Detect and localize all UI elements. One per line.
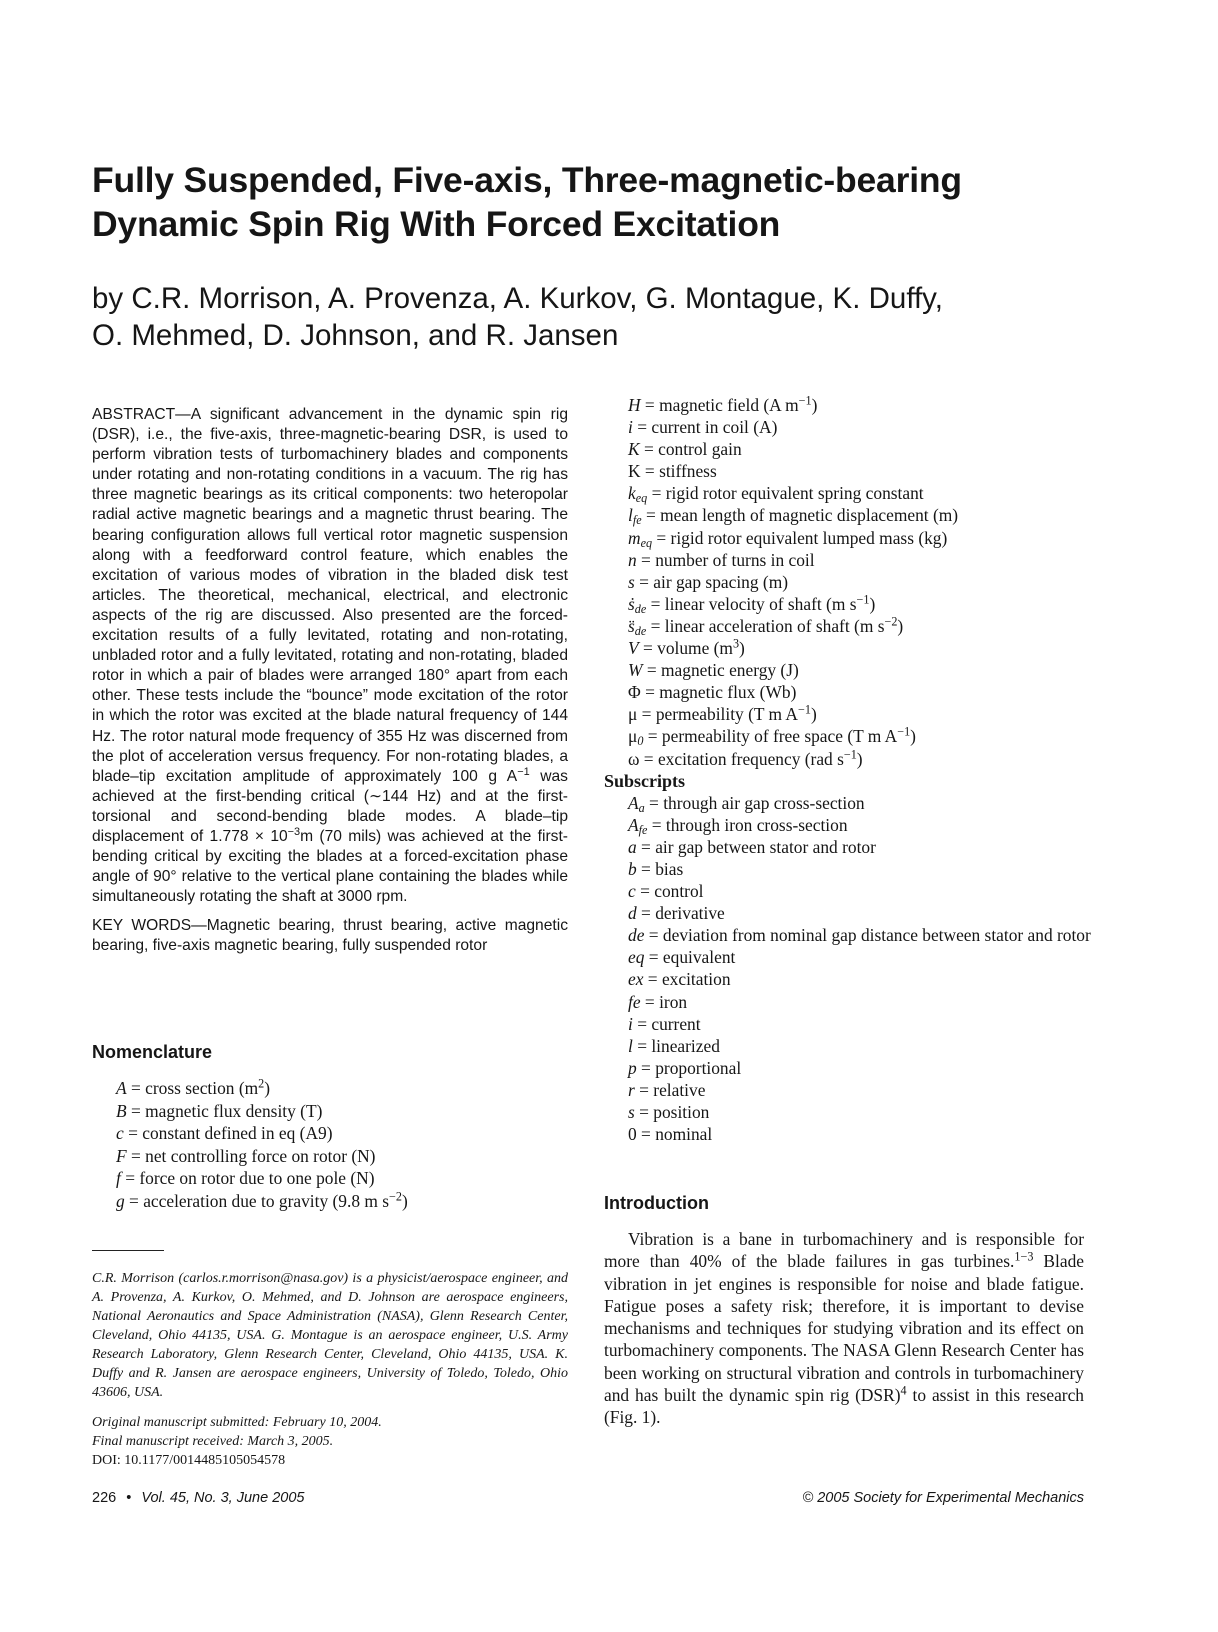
- nomenclature-entry: [604, 1079, 1094, 1101]
- entry-symbol: A: [628, 792, 639, 813]
- intro-ref-1: 1−3: [1014, 1249, 1034, 1264]
- nomenclature-entry: [628, 571, 1094, 593]
- entry-subscript: a: [638, 800, 645, 815]
- entry-definition: = permeability of free space (T m A: [643, 726, 898, 747]
- entry-definition: = air gap spacing (m): [634, 571, 789, 592]
- page-number: 226: [92, 1490, 117, 1506]
- abstract-part-1: ABSTRACT—A significant advancement in the dynamic spin rig (DSR), i.e., the five-axis, three-magnetic-bearing DSR, is used to perform vibration tests of turbomachinery blades and components under rotating and non-rotating conditions in a vacuum. The rig has three magnetic bearings as its critical components: two heteropolar radial active magnetic bearings and a magnetic thrust bearing. The bearing configuration allows full vertical rotor magnetic suspension along with a feedforward control feature, which enables the excitation of various modes of vibration in the bladed disk test articles. The theoretical, mechanical, electrical, and electronic aspects of the rig are discussed. Also presented are the forced-excitation results of a fully levitated, rotating and non-rotating, unbladed rotor and a fully levitated, rotating and non-rotating, bladed rotor in which a pair of blades were arranged 180° apart from each other. These tests include the “bounce” mode excitation of the rotor in which the rotor was excited at the blade natural frequency of 144 Hz. The rotor natural mode frequency of 355 Hz was discerned from the plot of acceleration versus frequency. For non-rotating blades, a blade–tip excitation amplitude of approximately 100 g A: [92, 406, 568, 785]
- entry-superscript: −1: [798, 702, 811, 717]
- subscripts-list: [604, 792, 1094, 1146]
- entry-definition: = position: [634, 1102, 710, 1122]
- entry-symbol: l: [628, 1035, 633, 1056]
- entry-symbol: i: [628, 417, 633, 438]
- intro-part-1: Vibration is a bane in turbomachinery and is responsible for more than 40% of the blade failures in gas turbines.: [604, 1229, 1084, 1272]
- nomenclature-list-right: [604, 394, 1094, 770]
- entry-symbol: de: [628, 925, 645, 946]
- entry-symbol: c: [116, 1123, 124, 1143]
- nomenclature-entry: [628, 438, 1094, 460]
- entry-definition: = current in coil (A): [632, 417, 778, 438]
- entry-tail: ): [810, 704, 817, 725]
- entry-symbol: b: [628, 858, 637, 879]
- entry-tail: ): [739, 638, 745, 659]
- nomenclature-entry: [116, 1145, 576, 1168]
- entry-symbol: A: [628, 814, 639, 835]
- nomenclature-entry: [604, 836, 1094, 858]
- entry-symbol: V: [628, 638, 639, 659]
- introduction-heading: Introduction: [604, 1193, 709, 1213]
- received-date: Final manuscript received: March 3, 2005.: [92, 1434, 334, 1449]
- nomenclature-column-right: [604, 394, 1094, 1145]
- entry-symbol: n: [628, 549, 637, 570]
- entry-definition: = rigid rotor equivalent spring constant: [647, 483, 924, 504]
- nomenclature-entry: [604, 1035, 1094, 1057]
- entry-symbol: i: [628, 1013, 633, 1034]
- entry-symbol: m: [628, 527, 641, 548]
- entry-symbol: H: [628, 395, 641, 415]
- nomenclature-entry: [604, 792, 1094, 814]
- abstract-exponent-2: −3: [287, 825, 301, 838]
- entry-definition: = control: [635, 881, 704, 902]
- nomenclature-entry: [604, 924, 1094, 946]
- entry-definition: = equivalent: [644, 947, 736, 968]
- entry-definition: = control gain: [639, 439, 742, 460]
- nomenclature-entry: [628, 416, 1094, 438]
- title-line-1: Fully Suspended, Five-axis, Three-magnetic-bearing: [92, 160, 962, 200]
- entry-superscript: −2: [884, 614, 898, 629]
- entry-definition: = air gap between stator and rotor: [636, 836, 876, 857]
- affiliation-note: C.R. Morrison (carlos.r.morrison@nasa.gov) is a physicist/aerospace engineer, and A. Provenza, A. Kurkov, O. Mehmed, and D. Johnson are aerospace engineers, National Aeronautics and Space Administration (NASA), Glenn Research Center, Cleveland, Ohio 44135, USA. G. Montague is an aerospace engineer, U.S. Army Research Laboratory, Glenn Research Center, Cleveland, Ohio 44135, USA. K. Duffy and R. Jansen are aerospace engineers, University of Toledo, Toledo, Ohio 43606, USA.: [92, 1271, 568, 1400]
- abstract: [92, 405, 568, 966]
- footer-bullet: •: [126, 1490, 132, 1506]
- author-footnote: [92, 1269, 568, 1481]
- nomenclature-entry: [628, 593, 1094, 615]
- entry-tail: ): [811, 395, 818, 415]
- entry-symbol: k: [628, 483, 636, 504]
- subscripts-heading: Subscripts: [604, 770, 686, 791]
- entry-symbol: g: [116, 1190, 125, 1211]
- nomenclature-entry: [604, 1013, 1094, 1035]
- nomenclature-entry: [604, 1123, 1094, 1145]
- nomenclature-entry: [116, 1077, 576, 1100]
- introduction-paragraph: [604, 1228, 1084, 1429]
- entry-symbol: f: [116, 1168, 121, 1188]
- entry-tail: ): [897, 615, 904, 636]
- nomenclature-entry: [628, 659, 1094, 681]
- nomenclature-entry: [628, 549, 1094, 571]
- entry-superscript: −1: [856, 592, 870, 607]
- entry-superscript: 3: [732, 636, 740, 651]
- entry-symbol: a: [628, 836, 637, 857]
- entry-symbol: eq: [628, 947, 645, 968]
- entry-definition: = acceleration due to gravity (9.8 m s: [124, 1190, 390, 1211]
- doi: DOI: 10.1177/0014485105054578: [92, 1453, 286, 1468]
- entry-symbol: d: [628, 903, 637, 924]
- nomenclature-entry: [628, 527, 1094, 549]
- entry-definition: = relative: [634, 1079, 706, 1100]
- abstract-part-2: was achieved at the first-bending critical (∼144 Hz) and at the first-torsional and second-bending blade modes. A blade–tip displacement of 1.778 × 10: [92, 767, 568, 845]
- entry-definition: = permeability (T m A: [637, 704, 798, 725]
- entry-definition: = rigid rotor equivalent lumped mass (kg): [652, 527, 948, 548]
- entry-symbol: Φ: [628, 682, 641, 703]
- entry-superscript: −1: [897, 724, 911, 739]
- nomenclature-entry: [604, 991, 1094, 1013]
- copyright-notice: © 2005 Society for Experimental Mechanics: [802, 1490, 1084, 1506]
- nomenclature-entry: [628, 748, 1094, 770]
- entry-tail: ): [869, 593, 876, 614]
- entry-definition: = force on rotor due to one pole (N): [120, 1168, 375, 1188]
- entry-subscript: de: [634, 601, 647, 616]
- nomenclature-entry: [604, 968, 1094, 990]
- entry-symbol: s: [628, 571, 635, 592]
- entry-tail: ): [856, 748, 863, 769]
- entry-symbol: fe: [628, 991, 641, 1012]
- nomenclature-entry: [604, 1101, 1094, 1123]
- entry-symbol: μ: [628, 726, 638, 747]
- nomenclature-heading: Nomenclature: [92, 1042, 213, 1062]
- nomenclature-list-left: [116, 1077, 576, 1212]
- entry-definition: = nominal: [636, 1124, 713, 1145]
- entry-superscript: 2: [258, 1076, 265, 1091]
- nomenclature-entry: [604, 858, 1094, 880]
- entry-symbol: 0: [628, 1124, 637, 1145]
- keywords: KEY WORDS—Magnetic bearing, thrust bearing, active magnetic bearing, five-axis magnetic bearing, fully suspended rotor: [92, 917, 568, 955]
- entry-symbol: A: [116, 1078, 127, 1098]
- entry-definition: = linear velocity of shaft (m s: [646, 593, 857, 614]
- entry-symbol: ex: [628, 969, 644, 990]
- entry-tail: ): [910, 726, 916, 747]
- entry-symbol: p: [628, 1057, 637, 1078]
- submitted-date: Original manuscript submitted: February 10, 2004.: [92, 1415, 382, 1430]
- page-footer-left: [92, 1490, 304, 1506]
- authors-line-1: by C.R. Morrison, A. Provenza, A. Kurkov, G. Montague, K. Duffy,: [92, 282, 943, 315]
- nomenclature-entry: [604, 1057, 1094, 1079]
- entry-subscript: 0: [637, 734, 644, 749]
- entry-definition: = magnetic energy (J): [642, 660, 799, 681]
- journal-volume: Vol. 45, No. 3, June 2005: [141, 1490, 305, 1506]
- entry-symbol: μ: [628, 704, 638, 725]
- entry-superscript: −1: [843, 746, 857, 761]
- intro-part-3: to assist in this research (Fig. 1).: [604, 1385, 1084, 1428]
- entry-definition: = mean length of magnetic displacement (m): [641, 505, 959, 526]
- nomenclature-entry: [628, 394, 1094, 416]
- abstract-exponent-1: −1: [517, 765, 530, 778]
- intro-part-2: Blade vibration in jet engines is responsible for noise and blade fatigue. Fatigue poses a safety risk; therefore, it is important to devise mechanisms and techniques for studying vibration and its effect on turbomachinery components. The NASA Glenn Research Center has been working on structural vibration and controls in turbomachinery and has built the dynamic spin rig (DSR): [604, 1251, 1084, 1406]
- nomenclature-entry: [604, 946, 1094, 968]
- entry-tail: ): [264, 1078, 271, 1098]
- nomenclature-entry: [116, 1190, 576, 1213]
- author-list: [92, 280, 1132, 354]
- entry-subscript: eq: [635, 491, 648, 506]
- paper-title: [92, 158, 1132, 246]
- entry-symbol: F: [116, 1145, 127, 1166]
- entry-symbol: ω: [628, 748, 640, 769]
- entry-subscript: fe: [632, 513, 642, 528]
- entry-definition: = bias: [636, 858, 684, 879]
- entry-symbol: l: [628, 505, 633, 526]
- entry-definition: = magnetic field (A m: [640, 395, 799, 415]
- entry-definition: = iron: [640, 991, 688, 1012]
- entry-subscript: fe: [638, 822, 648, 837]
- entry-symbol: ṡ: [628, 593, 635, 614]
- entry-symbol: K: [628, 461, 641, 482]
- entry-definition: = proportional: [636, 1057, 742, 1078]
- entry-definition: = magnetic flux density (T): [126, 1100, 323, 1121]
- nomenclature-entry: [628, 460, 1094, 482]
- entry-definition: = excitation frequency (rad s: [639, 748, 844, 769]
- entry-definition: = linearized: [632, 1035, 720, 1056]
- nomenclature-entry: [628, 681, 1094, 703]
- entry-symbol: K: [628, 439, 640, 460]
- entry-symbol: r: [628, 1079, 635, 1100]
- entry-definition: = current: [632, 1013, 701, 1034]
- entry-definition: = linear acceleration of shaft (m s: [646, 615, 885, 636]
- nomenclature-entry: [116, 1122, 576, 1145]
- entry-symbol: s: [628, 1102, 635, 1122]
- nomenclature-entry: [604, 880, 1094, 902]
- entry-definition: = cross section (m: [126, 1078, 259, 1098]
- nomenclature-entry: [628, 725, 1094, 747]
- nomenclature-entry: [116, 1100, 576, 1123]
- entry-subscript: de: [634, 623, 647, 638]
- entry-subscript: eq: [640, 535, 653, 550]
- nomenclature-entry: [628, 615, 1094, 637]
- entry-tail: ): [401, 1190, 408, 1211]
- footnote-divider: [92, 1250, 164, 1251]
- entry-superscript: −2: [389, 1188, 402, 1203]
- entry-definition: = excitation: [643, 969, 731, 990]
- entry-definition: = derivative: [636, 903, 725, 924]
- manuscript-dates: [92, 1413, 568, 1470]
- nomenclature-entry: [628, 637, 1094, 659]
- entry-definition: = deviation from nominal gap distance between stator and rotor: [644, 925, 1091, 946]
- nomenclature-entry: [604, 814, 1094, 836]
- entry-definition: = constant defined in eq (A9): [123, 1123, 333, 1143]
- entry-definition: = volume (m: [638, 638, 733, 659]
- entry-symbol: W: [628, 660, 643, 681]
- entry-definition: = number of turns in coil: [636, 549, 815, 570]
- abstract-text: [92, 405, 568, 907]
- entry-symbol: c: [628, 881, 636, 902]
- authors-line-2: O. Mehmed, D. Johnson, and R. Jansen: [92, 319, 619, 352]
- entry-definition: = through air gap cross-section: [644, 792, 865, 813]
- entry-superscript: −1: [798, 393, 812, 408]
- entry-symbol: s̈: [628, 615, 635, 636]
- nomenclature-entry: [116, 1167, 576, 1190]
- nomenclature-entry: [628, 504, 1094, 526]
- abstract-part-3: m (70 mils) was achieved at the first-bending critical by exciting the blades at a forced-excitation phase angle of 90° relative to the vertical plane containing the blades while simultaneously rotating the shaft at 3000 rpm.: [92, 827, 568, 906]
- entry-definition: = through iron cross-section: [647, 814, 848, 835]
- entry-definition: = net controlling force on rotor (N): [126, 1145, 376, 1166]
- entry-definition: = magnetic flux (Wb): [640, 682, 797, 703]
- title-line-2: Dynamic Spin Rig With Forced Excitation: [92, 204, 781, 244]
- entry-symbol: B: [116, 1100, 127, 1121]
- nomenclature-entry: [604, 902, 1094, 924]
- nomenclature-entry: [628, 703, 1094, 725]
- entry-definition: = stiffness: [640, 461, 717, 482]
- nomenclature-entry: [628, 482, 1094, 504]
- intro-ref-2: 4: [900, 1383, 907, 1398]
